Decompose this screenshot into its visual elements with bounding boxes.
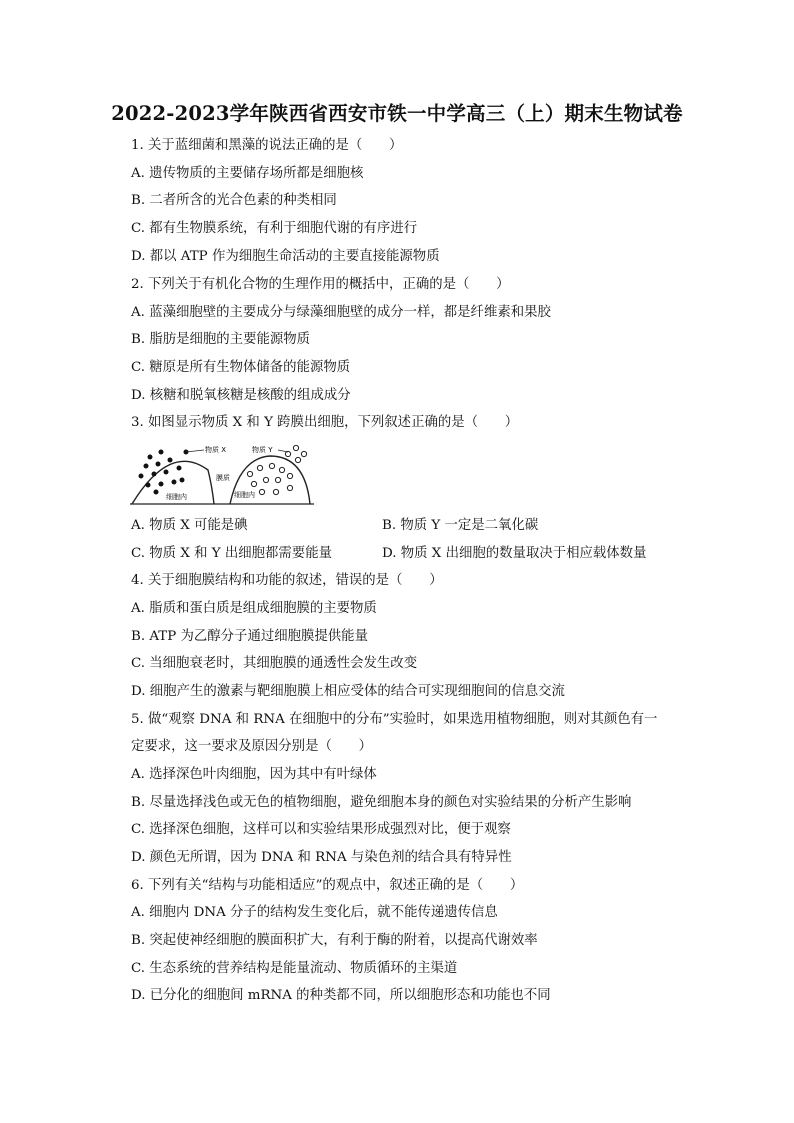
q3-option-a: A. 物质 X 可能是碘	[131, 518, 248, 533]
page-title: 2022-2023学年陕西省西安市铁一中学高三（上）期末生物试卷	[111, 102, 683, 125]
q2-option-d: D. 核糖和脱氧核糖是核酸的组成成分	[131, 388, 351, 403]
question-5-stem-line1: 5. 做“观察 DNA 和 RNA 在细胞中的分布”实验时，如果选用植物细胞，则对其颜色有一	[131, 712, 658, 727]
q3-option-d: D. 物质 X 出细胞的数量取决于相应载体数量	[382, 546, 647, 561]
label-substance-y: 物质 Y	[252, 446, 273, 454]
question-5-stem-line2: 定要求，这一要求及原因分别是（ ）	[131, 739, 373, 754]
q1-option-b: B. 二者所含的光合色素的种类相同	[131, 193, 337, 208]
question-3-stem: 3. 如图显示物质 X 和 Y 跨膜出细胞，下列叙述正确的是（ ）	[131, 415, 519, 430]
question-1-stem: 1. 关于蓝细菌和黑藻的说法正确的是（ ）	[131, 138, 403, 153]
q6-option-a: A. 细胞内 DNA 分子的结构发生变化后，就不能传递遗传信息	[131, 905, 498, 920]
q1-option-d: D. 都以 ATP 作为细胞生命活动的主要直接能源物质	[131, 249, 440, 264]
q3-option-b: B. 物质 Y 一定是二氧化碳	[382, 518, 539, 533]
q3-option-c: C. 物质 X 和 Y 出细胞都需要能量	[131, 546, 332, 561]
q4-option-a: A. 脂质和蛋白质是组成细胞膜的主要物质	[131, 601, 377, 616]
q5-option-c: C. 选择深色细胞，这样可以和实验结果形成强烈对比，便于观察	[131, 822, 511, 837]
q6-option-b: B. 突起使神经细胞的膜面积扩大，有利于酶的附着，以提高代谢效率	[131, 933, 538, 948]
label-membrane: 膜质	[216, 474, 230, 482]
q2-option-a: A. 蓝藻细胞壁的主要成分与绿藻细胞壁的成分一样，都是纤维素和果胶	[131, 305, 551, 320]
q2-option-c: C. 糖原是所有生物体储备的能源物质	[131, 360, 351, 375]
label-inside-right: 细胞内	[234, 491, 255, 499]
question-2-stem: 2. 下列关于有机化合物的生理作用的概括中，正确的是（ ）	[131, 277, 510, 292]
membrane-transport-figure	[130, 440, 315, 506]
q4-option-d: D. 细胞产生的激素与靶细胞膜上相应受体的结合可实现细胞间的信息交流	[131, 684, 565, 699]
question-6-stem: 6. 下列有关“结构与功能相适应”的观点中，叙述正确的是（ ）	[131, 878, 524, 893]
q2-option-b: B. 脂肪是细胞的主要能源物质	[131, 332, 311, 347]
q5-option-b: B. 尽量选择浅色或无色的植物细胞，避免细胞本身的颜色对实验结果的分析产生影响	[131, 795, 632, 810]
q1-option-a: A. 遗传物质的主要储存场所都是细胞核	[131, 166, 364, 181]
q6-option-c: C. 生态系统的营养结构是能量流动、物质循环的主渠道	[131, 961, 458, 976]
q6-option-d: D. 已分化的细胞间 mRNA 的种类都不同，所以细胞形态和功能也不同	[131, 988, 551, 1003]
q4-option-c: C. 当细胞衰老时，其细胞膜的通透性会发生改变	[131, 656, 418, 671]
q1-option-c: C. 都有生物膜系统，有利于细胞代谢的有序进行	[131, 221, 418, 236]
q5-option-a: A. 选择深色叶肉细胞，因为其中有叶绿体	[131, 767, 377, 782]
substance-x-dots	[139, 450, 189, 495]
question-4-stem: 4. 关于细胞膜结构和功能的叙述，错误的是（ ）	[131, 573, 443, 588]
q5-option-d: D. 颜色无所谓，因为 DNA 和 RNA 与染色剂的结合具有特异性	[131, 850, 512, 865]
label-substance-x: 物质 X	[205, 446, 227, 454]
label-inside-left: 细胞内	[166, 493, 187, 501]
q4-option-b: B. ATP 为乙醇分子通过细胞膜提供能量	[131, 629, 368, 644]
